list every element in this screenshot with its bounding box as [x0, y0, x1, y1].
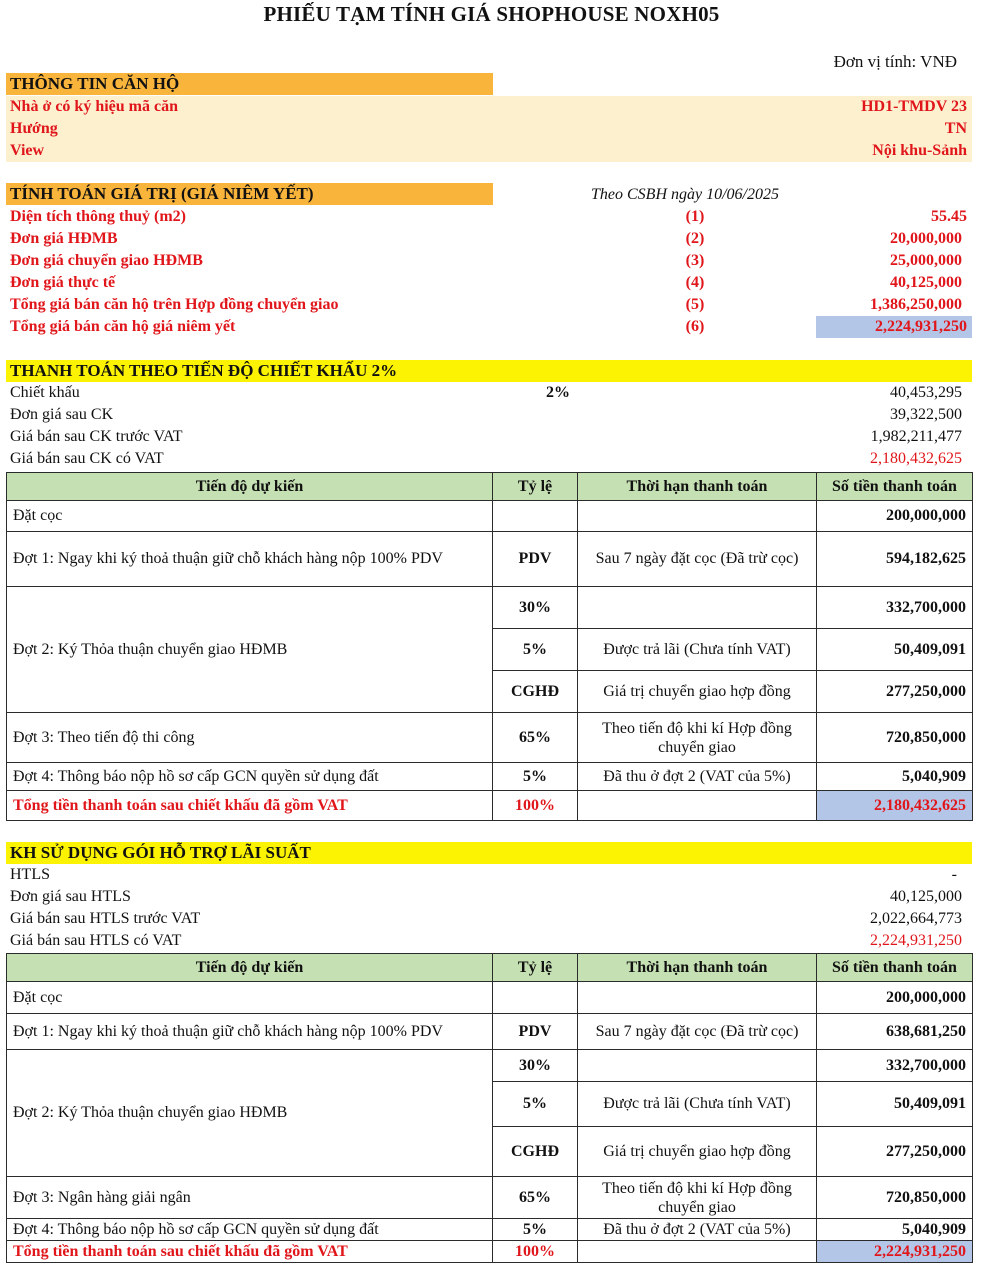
calc-label-area: Diện tích thông thuỷ (m2): [10, 208, 187, 225]
dot3-rate: 65%: [493, 1177, 578, 1219]
dot2-label: Đợt 2: Ký Thỏa thuận chuyển giao HĐMB: [7, 1050, 493, 1177]
table-row-dot4: [7, 1219, 973, 1241]
calc-label-total-listed: Tổng giá bán căn hộ giá niêm yết: [10, 318, 236, 335]
calc-note: Theo CSBH ngày 10/06/2025: [591, 186, 779, 203]
dot2b-amount: 50,409,091: [817, 629, 973, 671]
dot1-term: Sau 7 ngày đặt cọc (Đã trừ cọc): [578, 532, 817, 587]
col-header-schedule: Tiến độ dự kiến: [7, 954, 493, 982]
support-label-prevat: Giá bán sau HTLS trước VAT: [10, 910, 201, 927]
support-value-htls: -: [951, 866, 957, 883]
page-title: PHIẾU TẠM TÍNH GIÁ SHOPHOUSE NOXH05: [263, 2, 720, 26]
dot2b-rate: 5%: [493, 629, 578, 671]
table-row-dot2a: [7, 1050, 973, 1082]
dot4-amount: 5,040,909: [817, 1219, 973, 1241]
info-label-code: Nhà ở có ký hiệu mã căn: [10, 98, 178, 115]
support-heading: KH SỬ DỤNG GÓI HỖ TRỢ LÃI SUẤT: [6, 842, 972, 864]
col-header-term: Thời hạn thanh toán: [578, 473, 817, 501]
calc-value-area: 55.45: [931, 208, 967, 225]
total-term: [578, 791, 817, 821]
dot2b-term: Được trả lãi (Chưa tính VAT): [578, 1082, 817, 1127]
total-term: [578, 1241, 817, 1263]
calc-idx-4: (4): [685, 274, 705, 291]
dot1-amount: 638,681,250: [817, 1014, 973, 1050]
dot2-label: Đợt 2: Ký Thỏa thuận chuyển giao HĐMB: [7, 587, 493, 713]
dot4-term: Đã thu ở đợt 2 (VAT của 5%): [578, 763, 817, 791]
calc-value-actual: 40,125,000: [890, 274, 962, 291]
info-value-direction: TN: [944, 120, 967, 137]
dot2a-rate: 30%: [493, 1050, 578, 1082]
dot2a-term: [578, 1050, 817, 1082]
unit-label: Đơn vị tính: VNĐ: [833, 52, 957, 71]
table-row-dot1: [7, 1014, 973, 1050]
table-row-dot4: [7, 763, 973, 791]
dot3-term: Theo tiến độ khi kí Hợp đồng chuyển giao: [578, 1177, 817, 1219]
calc-label-transfer: Đơn giá chuyển giao HĐMB: [10, 252, 203, 269]
support-payment-table: [6, 953, 973, 1263]
dot2a-rate: 30%: [493, 587, 578, 629]
support-value-unit: 40,125,000: [890, 888, 962, 905]
deposit-rate: [493, 501, 578, 532]
dot2b-term: Được trả lãi (Chưa tính VAT): [578, 629, 817, 671]
discount-value-prevat: 1,982,211,477: [870, 428, 962, 445]
calc-heading: TÍNH TOÁN GIÁ TRỊ (GIÁ NIÊM YẾT): [6, 183, 493, 205]
calc-idx-5: (5): [685, 296, 705, 313]
dot2b-amount: 50,409,091: [817, 1082, 973, 1127]
table-row-dot3: [7, 713, 973, 763]
calc-value-total-listed: 2,224,931,250: [875, 318, 967, 335]
total-amount: 2,180,432,625: [817, 791, 973, 821]
calc-label-actual: Đơn giá thực tế: [10, 274, 116, 291]
dot2c-term: Giá trị chuyển giao hợp đồng: [578, 671, 817, 713]
dot3-amount: 720,850,000: [817, 1177, 973, 1219]
discount-label-unit: Đơn giá sau CK: [10, 406, 114, 423]
total-amount: 2,224,931,250: [817, 1241, 973, 1263]
support-value-prevat: 2,022,664,773: [870, 910, 962, 927]
dot4-rate: 5%: [493, 1219, 578, 1241]
dot3-term: Theo tiến độ khi kí Hợp đồng chuyển giao: [578, 713, 817, 763]
table-row-dot1: [7, 532, 973, 587]
dot3-label: Đợt 3: Ngân hàng giải ngân: [7, 1177, 493, 1219]
table-row-deposit: [7, 501, 973, 532]
col-header-term: Thời hạn thanh toán: [578, 954, 817, 982]
dot2c-term: Giá trị chuyển giao hợp đồng: [578, 1127, 817, 1177]
dot1-rate: PDV: [493, 532, 578, 587]
col-header-amount: Số tiền thanh toán: [817, 954, 973, 982]
table-row-total: [7, 791, 973, 821]
calc-label-total-transfer: Tổng giá bán căn hộ trên Hợp đồng chuyển giao: [10, 296, 339, 313]
discount-label-prevat: Giá bán sau CK trước VAT: [10, 428, 183, 445]
total-label: Tổng tiền thanh toán sau chiết khấu đã gồm VAT: [7, 1241, 493, 1263]
total-label: Tổng tiền thanh toán sau chiết khấu đã gồm VAT: [7, 791, 493, 821]
info-label-direction: Hướng: [10, 120, 58, 137]
dot4-amount: 5,040,909: [817, 763, 973, 791]
dot2c-amount: 277,250,000: [817, 1127, 973, 1177]
discount-label-ck: Chiết khấu: [10, 384, 80, 401]
info-value-code: HD1-TMDV 23: [861, 98, 967, 115]
total-rate: 100%: [493, 791, 578, 821]
calc-idx-3: (3): [685, 252, 705, 269]
dot3-label: Đợt 3: Theo tiến độ thi công: [7, 713, 493, 763]
dot4-label: Đợt 4: Thông báo nộp hồ sơ cấp GCN quyền sử dụng đất: [7, 763, 493, 791]
discount-rate: 2%: [546, 384, 570, 401]
calc-value-hdmb: 20,000,000: [890, 230, 962, 247]
col-header-schedule: Tiến độ dự kiến: [7, 473, 493, 501]
dot4-term: Đã thu ở đợt 2 (VAT của 5%): [578, 1219, 817, 1241]
dot3-rate: 65%: [493, 713, 578, 763]
calc-idx-6: (6): [685, 318, 705, 335]
support-label-unit: Đơn giá sau HTLS: [10, 888, 131, 905]
dot2a-term: [578, 587, 817, 629]
dot2c-amount: 277,250,000: [817, 671, 973, 713]
deposit-term: [578, 501, 817, 532]
discount-payment-table: [6, 472, 973, 821]
deposit-amount: 200,000,000: [817, 501, 973, 532]
calc-idx-2: (2): [685, 230, 705, 247]
dot3-amount: 720,850,000: [817, 713, 973, 763]
dot1-term: Sau 7 ngày đặt cọc (Đã trừ cọc): [578, 1014, 817, 1050]
dot2a-amount: 332,700,000: [817, 1050, 973, 1082]
table-header-row: [7, 473, 973, 501]
dot2c-rate: CGHĐ: [493, 1127, 578, 1177]
table-row-deposit: [7, 982, 973, 1014]
calc-value-total-transfer: 1,386,250,000: [870, 296, 962, 313]
dot1-label: Đợt 1: Ngay khi ký thoả thuận giữ chỗ khách hàng nộp 100% PDV: [7, 1014, 493, 1050]
table-row-total: [7, 1241, 973, 1263]
deposit-label: Đặt cọc: [7, 982, 493, 1014]
dot1-amount: 594,182,625: [817, 532, 973, 587]
discount-heading: THANH TOÁN THEO TIẾN ĐỘ CHIẾT KHẤU 2%: [6, 360, 972, 382]
support-label-vat: Giá bán sau HTLS có VAT: [10, 932, 182, 949]
deposit-term: [578, 982, 817, 1014]
dot2a-amount: 332,700,000: [817, 587, 973, 629]
discount-value-ck: 40,453,295: [890, 384, 962, 401]
info-heading: THÔNG TIN CĂN HỘ: [6, 73, 493, 95]
calc-label-hdmb: Đơn giá HĐMB: [10, 230, 118, 247]
discount-value-unit: 39,322,500: [890, 406, 962, 423]
deposit-label: Đặt cọc: [7, 501, 493, 532]
table-row-dot3: [7, 1177, 973, 1219]
deposit-rate: [493, 982, 578, 1014]
dot4-label: Đợt 4: Thông báo nộp hồ sơ cấp GCN quyền sử dụng đất: [7, 1219, 493, 1241]
dot4-rate: 5%: [493, 763, 578, 791]
dot2c-rate: CGHĐ: [493, 671, 578, 713]
col-header-amount: Số tiền thanh toán: [817, 473, 973, 501]
deposit-amount: 200,000,000: [817, 982, 973, 1014]
table-header-row: [7, 954, 973, 982]
col-header-rate: Tỷ lệ: [493, 954, 578, 982]
support-value-vat: 2,224,931,250: [870, 932, 962, 949]
total-rate: 100%: [493, 1241, 578, 1263]
calc-idx-1: (1): [685, 208, 705, 225]
info-value-view: Nội khu-Sảnh: [872, 142, 967, 159]
table-row-dot2a: [7, 587, 973, 629]
info-label-view: View: [10, 142, 45, 159]
support-label-htls: HTLS: [10, 866, 50, 883]
col-header-rate: Tỷ lệ: [493, 473, 578, 501]
dot1-rate: PDV: [493, 1014, 578, 1050]
dot1-label: Đợt 1: Ngay khi ký thoả thuận giữ chỗ khách hàng nộp 100% PDV: [7, 532, 493, 587]
discount-value-vat: 2,180,432,625: [870, 450, 962, 467]
discount-label-vat: Giá bán sau CK có VAT: [10, 450, 164, 467]
calc-value-transfer: 25,000,000: [890, 252, 962, 269]
dot2b-rate: 5%: [493, 1082, 578, 1127]
